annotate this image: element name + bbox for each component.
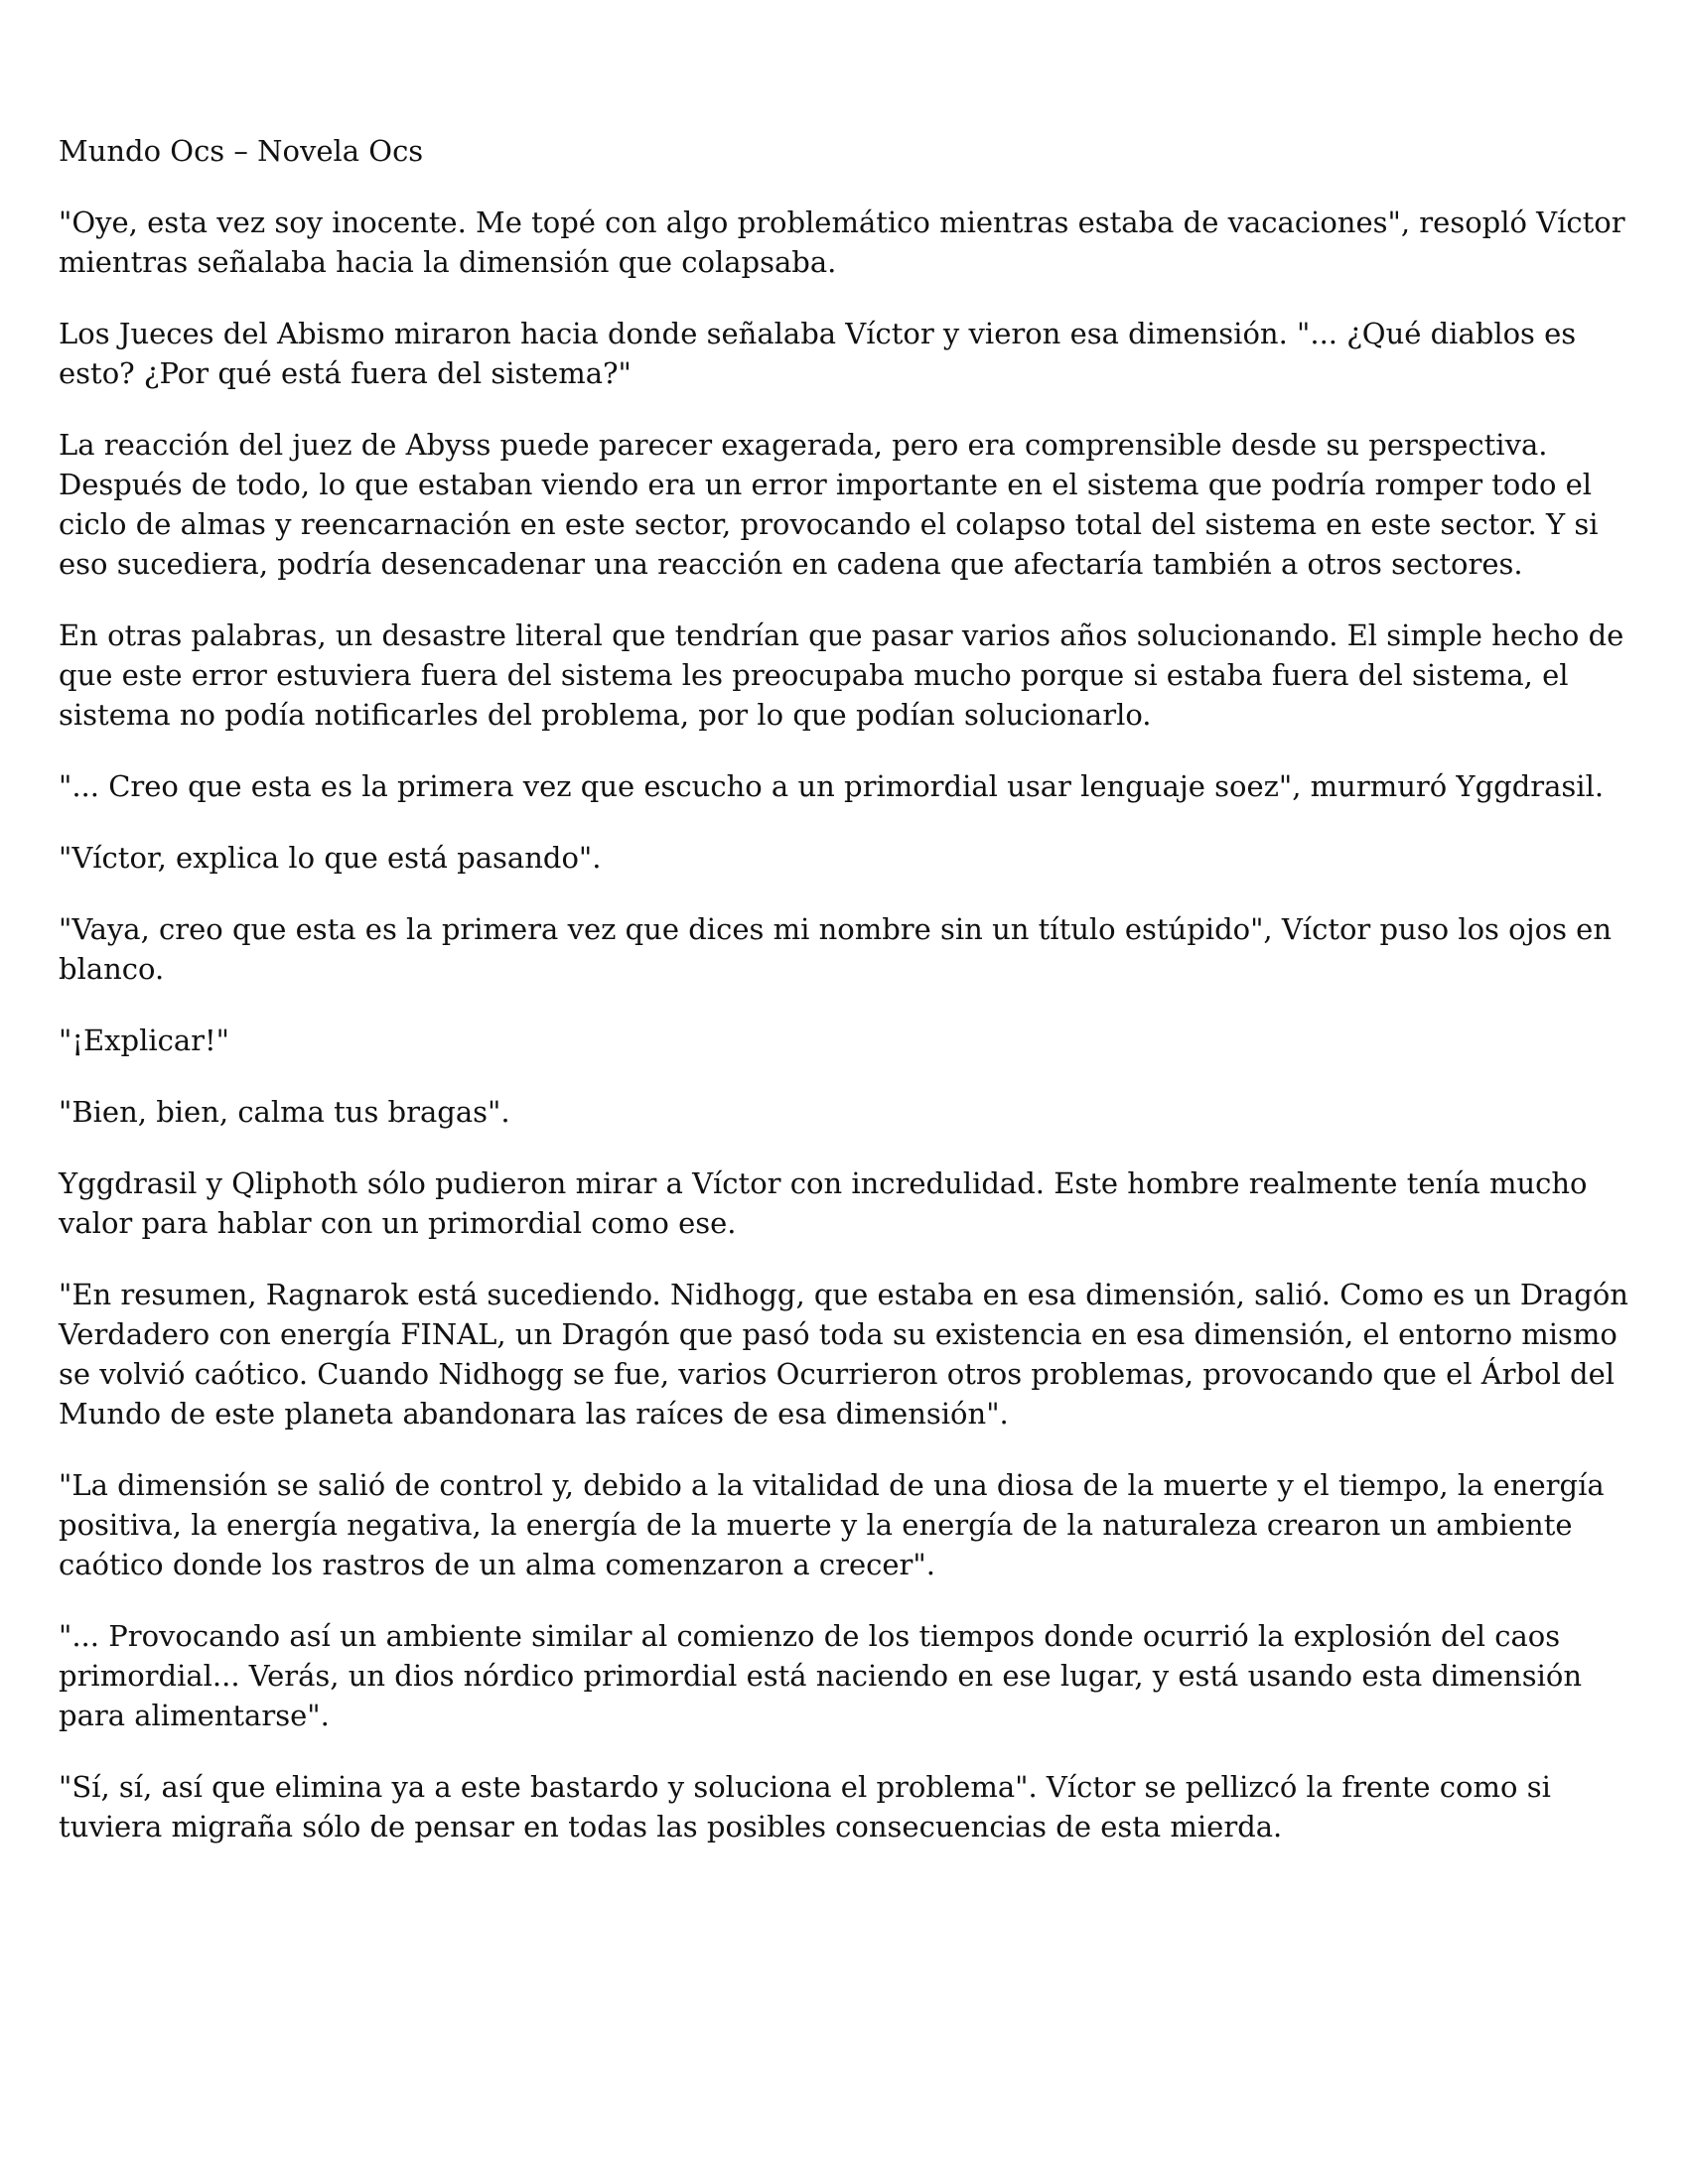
paragraph: "Víctor, explica lo que está pasando". [59,841,602,875]
document-body [59,131,1637,1878]
paragraph: "¡Explicar!" [59,1024,230,1057]
paragraph: "En resumen, Ragnarok está sucediendo. Nidhogg, que estaba en esa dimensión, salió. Como es un Dragón Verdadero con energía FINAL, un Dragón que pasó toda su existencia en esa dimensión, el entorno mismo se volvió caótico. Cuando Nidhogg se fue, varios Ocurrieron otros problemas, provocando que el Árbol del Mundo de este planeta abandonara las raíces de esa dimensión". [59,1278,1628,1431]
paragraph: "Oye, esta vez soy inocente. Me topé con algo problemático mientras estaba de vacaciones", resopló Víctor mientras señalaba hacia la dimensión que colapsaba. [59,205,1625,279]
paragraph: "Vaya, creo que esta es la primera vez que dices mi nombre sin un título estúpido", Víctor puso los ojos en blanco. [59,912,1613,986]
paragraph: En otras palabras, un desastre literal que tendrían que pasar varios años solucionando. El simple hecho de que este error estuviera fuera del sistema les preocupaba mucho porque si estaba fuera del sistema, el sistema no podía notificarles del problema, por lo que podían solucionarlo. [59,618,1624,732]
paragraph: Yggdrasil y Qliphoth sólo pudieron mirar a Víctor con incredulidad. Este hombre realmente tenía mucho valor para hablar con un primordial como ese. [59,1166,1588,1240]
paragraph: "... Provocando así un ambiente similar al comienzo de los tiempos donde ocurrió la explosión del caos primordial... Verás, un dios nórdico primordial está naciendo en ese lugar, y está usando esta dimensión para alimentarse". [59,1619,1583,1732]
paragraph: La reacción del juez de Abyss puede parecer exagerada, pero era comprensible desde su perspectiva. Después de todo, lo que estaban viendo era un error importante en el sistema que podría romper todo el ciclo de almas y reencarnación en este sector, provocando el colapso total del sistema en este sector. Y si eso sucediera, podría desencadenar una reacción en cadena que afectaría también a otros sectores. [59,428,1599,581]
paragraph: Los Jueces del Abismo miraron hacia donde señalaba Víctor y vieron esa dimensión. "... ¿Qué diablos es esto? ¿Por qué está fuera del sistema?" [59,317,1577,390]
paragraph: "La dimensión se salió de control y, debido a la vitalidad de una diosa de la muerte y el tiempo, la energía positiva, la energía negativa, la energía de la muerte y la energía de la naturaleza crearon un ambiente caótico donde los rastros de un alma comenzaron a crecer". [59,1468,1605,1581]
paragraph: "Sí, sí, así que elimina ya a este bastardo y soluciona el problema". Víctor se pellizcó la frente como si tuviera migraña sólo de pensar en todas las posibles consecuencias de esta mierda. [59,1770,1551,1843]
document-title: Mundo Ocs – Novela Ocs [59,134,424,168]
paragraph: "Bien, bien, calma tus bragas". [59,1095,510,1129]
paragraph: "... Creo que esta es la primera vez que escucho a un primordial usar lenguaje soez", murmuró Yggdrasil. [59,769,1605,803]
